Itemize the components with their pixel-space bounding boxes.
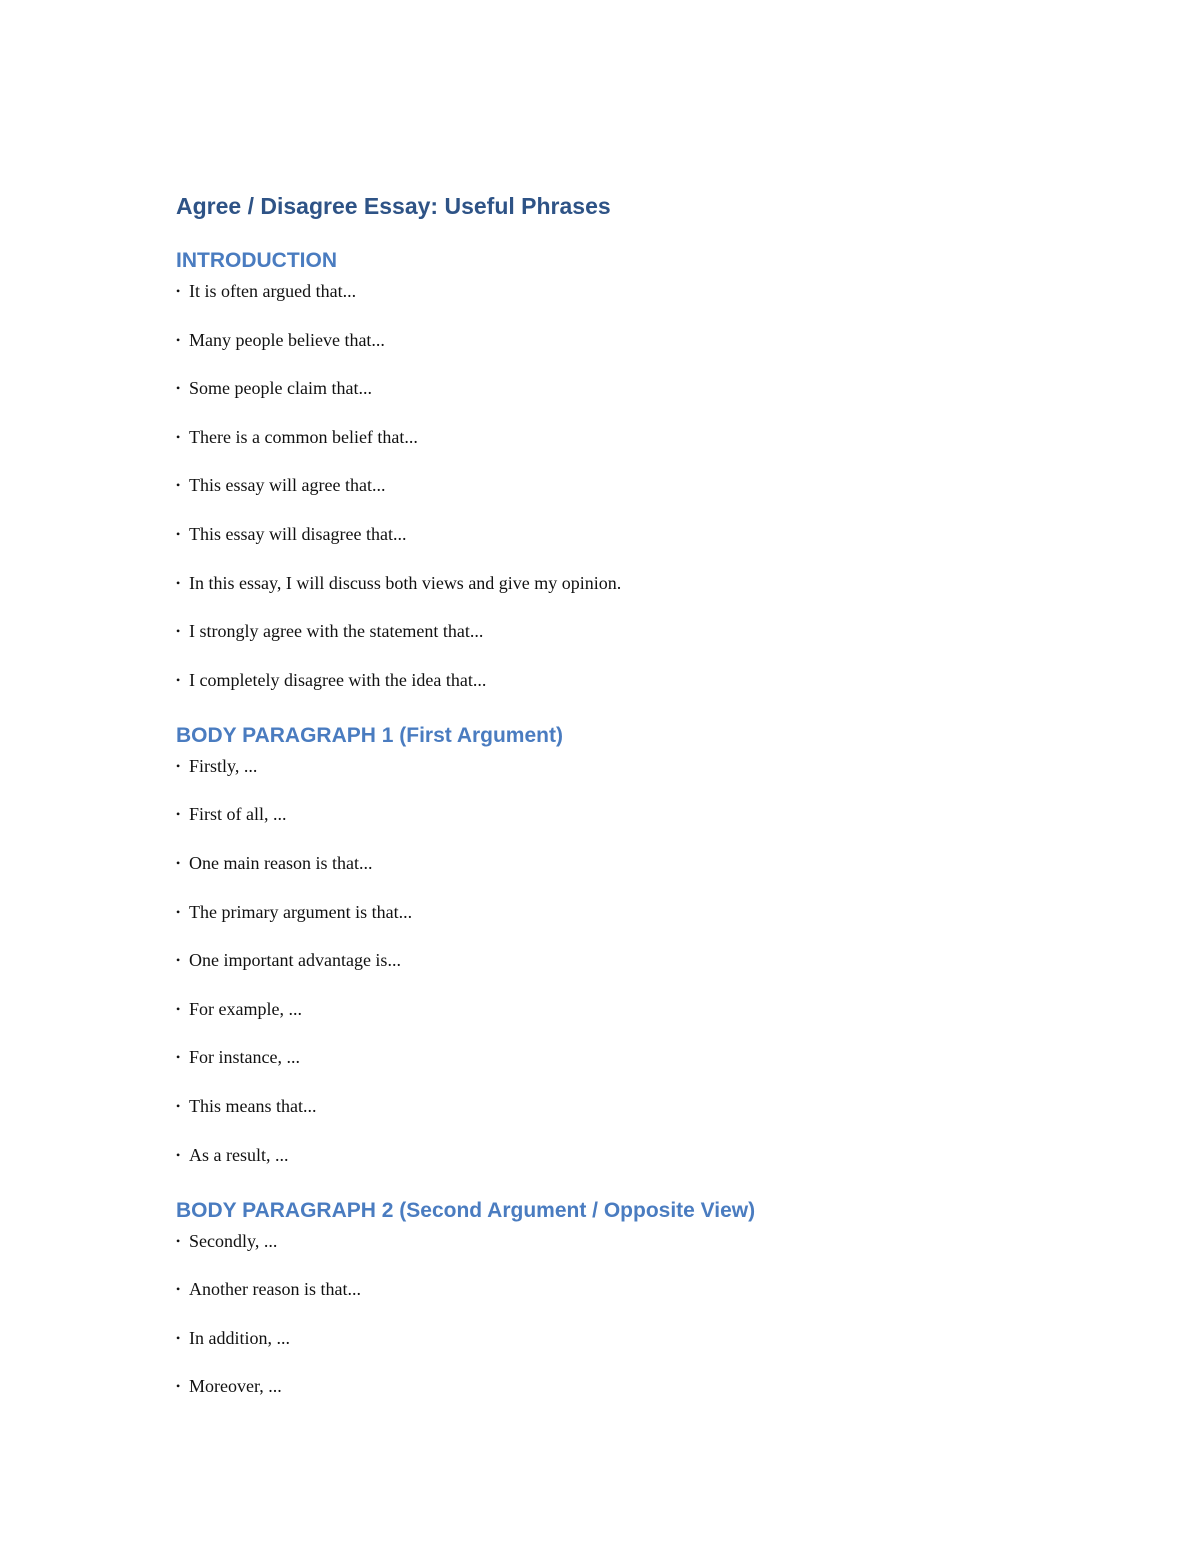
phrase-text: First of all, ... [189,804,287,825]
bullet-icon: • [176,1147,181,1162]
bullet-icon: • [176,1050,181,1065]
list-item [176,616,1076,665]
phrase-text: Firstly, ... [189,755,258,776]
list-item [176,994,1076,1043]
phrase-text: One important advantage is... [189,950,401,971]
list-item [176,373,1076,422]
bullet-icon: • [176,624,181,639]
list-item [176,1091,1076,1140]
bullet-icon: • [176,284,181,298]
section-heading: INTRODUCTION [176,249,337,272]
bullet-icon: • [176,904,181,919]
phrase-text: Moreover, ... [189,1376,282,1397]
phrase-text: For example, ... [189,998,302,1019]
list-item [176,1226,1076,1275]
section-heading: BODY PARAGRAPH 2 (Second Argument / Opposite View) [176,1198,756,1222]
bullet-icon: • [176,807,181,822]
list-item [176,799,1076,848]
section-0 [176,246,1076,699]
bullet-icon: • [176,758,181,773]
list-item [176,276,1076,325]
bullet-icon: • [176,855,181,870]
list-item [176,897,1076,946]
phrase-text: I completely disagree with the idea that... [189,669,487,690]
bullet-icon: • [176,478,181,493]
bullet-icon: • [176,1330,181,1345]
list-item [176,1140,1076,1174]
phrase-text: Another reason is that... [189,1279,361,1300]
section-1 [176,721,1076,1174]
document-sections [176,246,1076,1405]
phrase-text: I strongly agree with the statement that... [189,621,484,642]
phrase-text: This essay will agree that... [189,475,386,496]
list-item [176,848,1076,897]
list-item [176,1371,1076,1405]
document-page [176,188,1076,1405]
document-title: Agree / Disagree Essay: Useful Phrases [176,193,611,219]
bullet-icon: • [176,575,181,590]
list-item [176,470,1076,519]
list-item [176,519,1076,568]
list-item [176,665,1076,699]
phrase-text: It is often argued that... [189,281,357,301]
list-item [176,422,1076,471]
list-item [176,751,1076,800]
phrase-text: There is a common belief that... [189,426,418,447]
bullet-icon: • [176,429,181,444]
bullet-icon: • [176,526,181,541]
list-item [176,1042,1076,1091]
phrase-text: The primary argument is that... [189,901,413,922]
phrase-text: In this essay, I will discuss both views and give my opinion. [189,572,622,593]
phrase-text: As a result, ... [189,1144,289,1165]
phrase-text: In addition, ... [189,1327,290,1348]
list-item [176,325,1076,374]
bullet-icon: • [176,332,181,347]
phrase-text: Some people claim that... [189,378,372,399]
bullet-icon: • [176,953,181,968]
bullet-icon: • [176,1001,181,1016]
section-2 [176,1196,1076,1406]
list-item [176,568,1076,617]
phrase-text: Secondly, ... [189,1230,278,1251]
bullet-icon: • [176,1233,181,1248]
phrase-text: This essay will disagree that... [189,523,407,544]
phrase-list [176,1226,1076,1406]
phrase-text: This means that... [189,1095,317,1116]
section-heading: BODY PARAGRAPH 1 (First Argument) [176,723,563,747]
bullet-icon: • [176,672,181,687]
bullet-icon: • [176,1282,181,1297]
phrase-text: One main reason is that... [189,852,373,873]
list-item [176,1274,1076,1323]
bullet-icon: • [176,381,181,396]
list-item [176,1323,1076,1372]
bullet-icon: • [176,1379,181,1394]
phrase-text: For instance, ... [189,1047,300,1068]
phrase-list [176,751,1076,1174]
phrase-text: Many people believe that... [189,329,385,350]
list-item [176,945,1076,994]
bullet-icon: • [176,1098,181,1113]
phrase-list [176,276,1076,699]
